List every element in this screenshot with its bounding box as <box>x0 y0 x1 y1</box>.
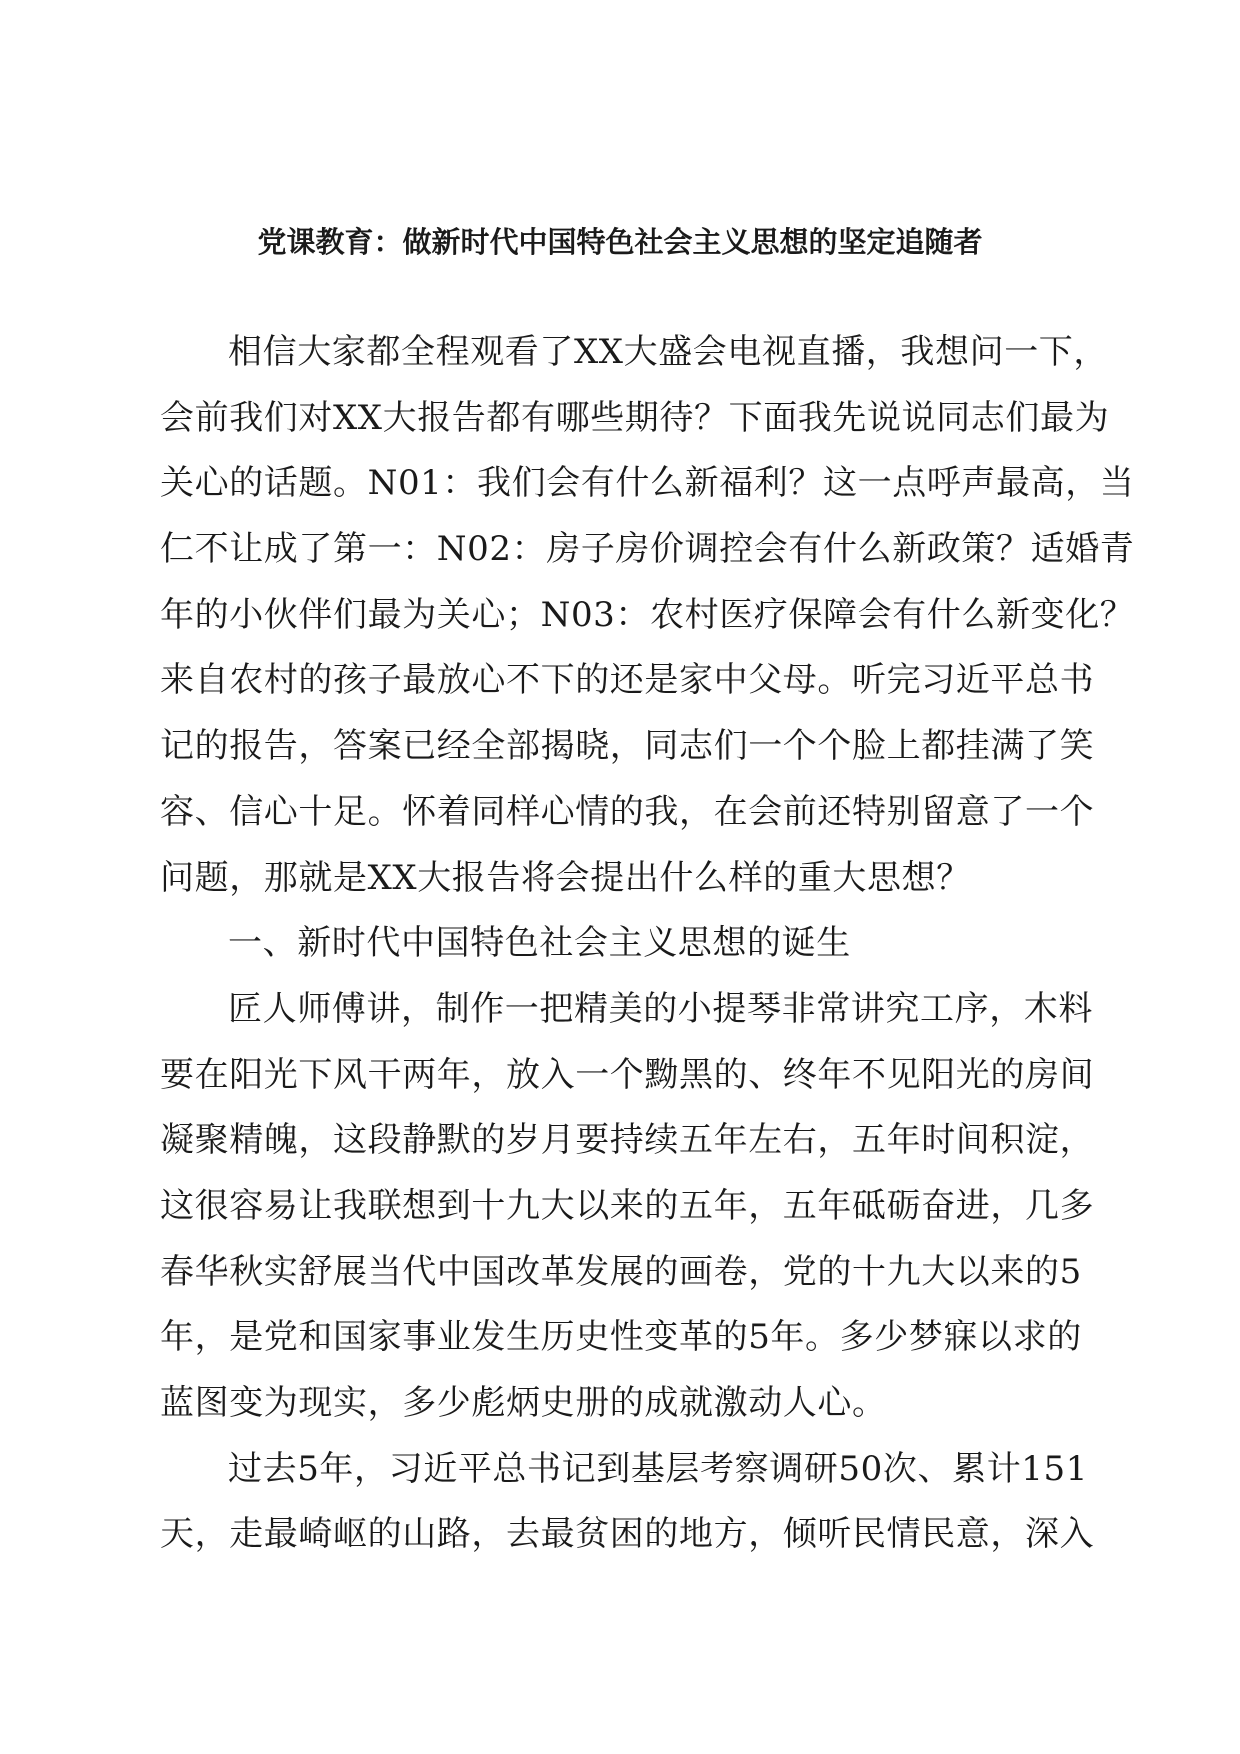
body-line: 过去5年，习近平总书记到基层考察调研50次、累计151 <box>228 1448 1088 1489</box>
body-line: 记的报告，答案已经全部揭晓，同志们一个个脸上都挂满了笑 <box>160 726 1095 767</box>
body-line: 仁不让成了第一：N02：房子房价调控会有什么新政策？适婚青 <box>160 529 1135 570</box>
section-heading: 一、新时代中国特色社会主义思想的诞生 <box>228 923 851 964</box>
body-line: 会前我们对XX大报告都有哪些期待？下面我先说说同志们最为 <box>160 397 1110 438</box>
body-line: 年，是党和国家事业发生历史性变革的5年。多少梦寐以求的 <box>160 1317 1082 1358</box>
body-line: 来自农村的孩子最放心不下的还是家中父母。听完习近平总书 <box>160 660 1095 701</box>
body-line: 这很容易让我联想到十九大以来的五年，五年砥砺奋进，几多 <box>160 1185 1095 1226</box>
body-line: 相信大家都全程观看了XX大盛会电视直播，我想问一下， <box>228 332 1109 372</box>
body-line: 匠人师傅讲，制作一把精美的小提琴非常讲究工序，木料 <box>228 988 1093 1029</box>
body-line: 问题，那就是XX大报告将会提出什么样的重大思想？ <box>160 857 971 898</box>
body-line: 容、信心十足。怀着同样心情的我，在会前还特别留意了一个 <box>160 791 1095 832</box>
body-line: 春华秋实舒展当代中国改革发展的画卷，党的十九大以来的5 <box>160 1251 1082 1292</box>
body-line: 天，走最崎岖的山路，去最贫困的地方，倾听民情民意，深入 <box>160 1514 1095 1555</box>
body-line: 要在阳光下风干两年，放入一个黝黑的、终年不见阳光的房间 <box>160 1054 1095 1095</box>
document-title: 党课教育：做新时代中国特色社会主义思想的坚定追随者 <box>257 225 983 259</box>
body-line: 关心的话题。N01：我们会有什么新福利？这一点呼声最高，当 <box>160 463 1135 504</box>
body-line: 凝聚精魄，这段静默的岁月要持续五年左右，五年时间积淀， <box>160 1120 1095 1161</box>
document-body <box>160 320 1135 1568</box>
body-line: 蓝图变为现实，多少彪炳史册的成就激动人心。 <box>160 1383 887 1423</box>
body-line: 年的小伙伴们最为关心；N03：农村医疗保障会有什么新变化？ <box>160 594 1135 635</box>
